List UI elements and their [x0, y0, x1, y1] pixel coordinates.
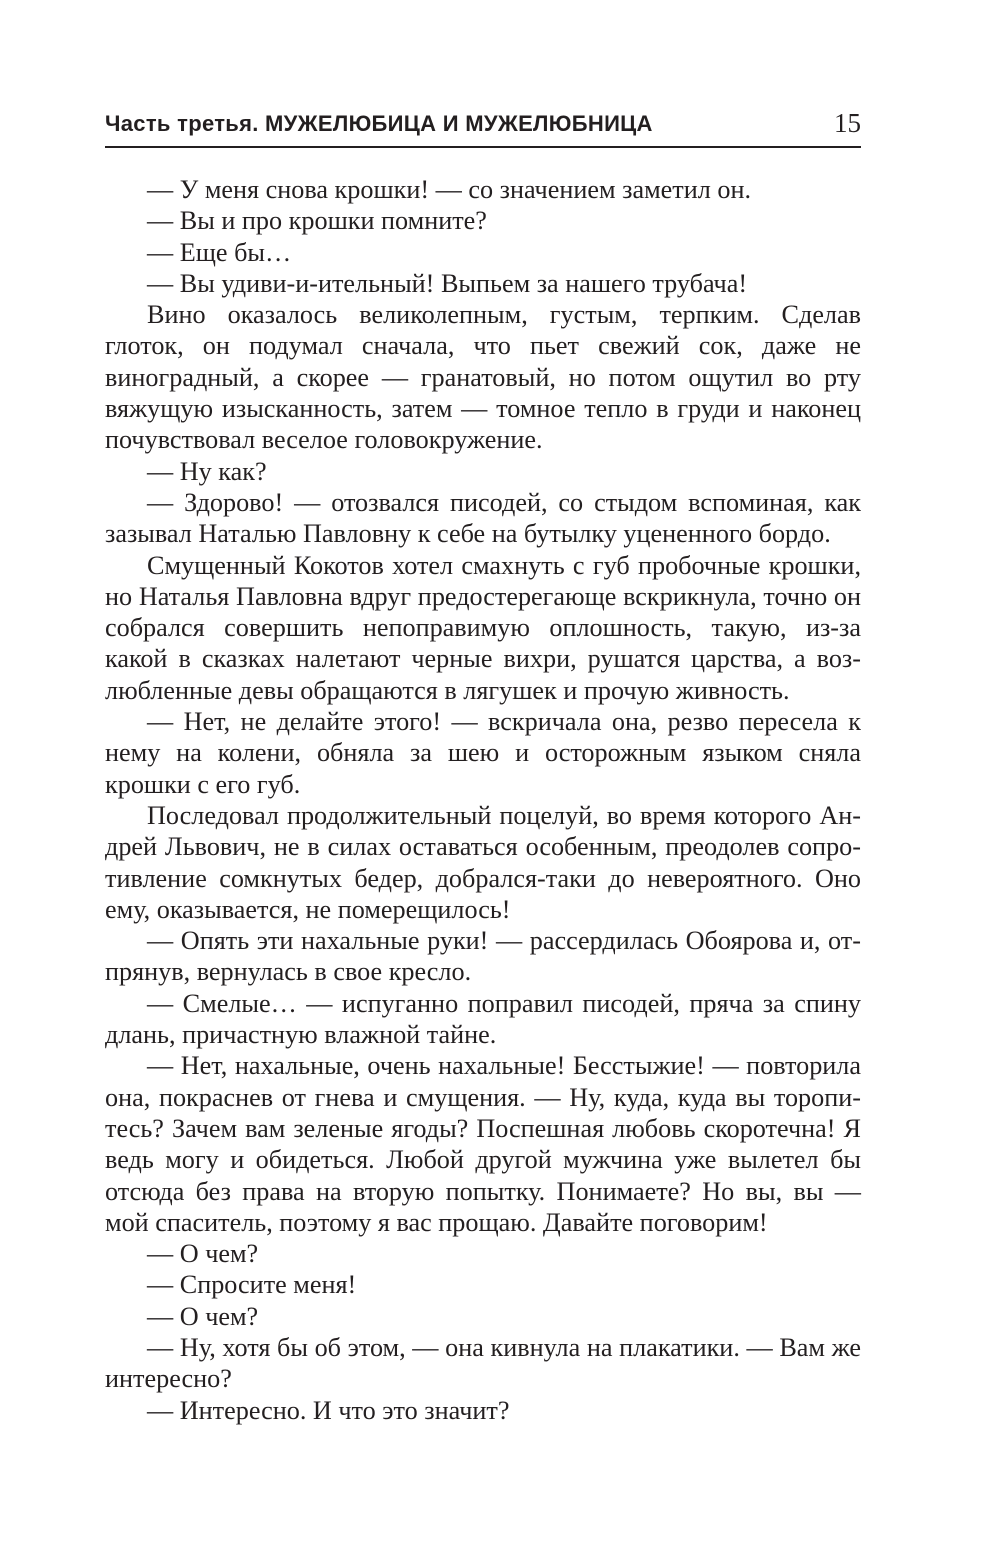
running-header: [105, 108, 861, 148]
body-text: [105, 174, 861, 1426]
paragraph: — Интересно. И что это значит?: [147, 1395, 510, 1425]
paragraph: — У меня снова крошки! — со значением заметил он.: [147, 175, 752, 204]
paragraph: — Вы удиви-и-ительный! Выпьем за нашего трубача!: [147, 268, 748, 298]
paragraph: Последовал продолжительный поцелуй, во время которого Андрей Львович, не в силах оставаться особенным, преодолев сопротивление сомкнутых бедер, добрался-таки до невероятного. Оно ему, оказывается, не померещилось!: [105, 800, 861, 924]
paragraph: — О чем?: [147, 1301, 259, 1331]
page-number: 15: [834, 108, 861, 138]
paragraph: — Здорово! — отозвался писодей, со стыдом вспоминая, как зазывал Наталью Павловну к себе на бутылку уцененного бордо.: [105, 487, 861, 549]
paragraph: — Ну как?: [147, 456, 267, 486]
paragraph: — О чем?: [147, 1239, 259, 1269]
running-head-title: Часть третья. МУЖЕЛЮБИЦА И МУЖЕЛЮБНИЦА: [105, 111, 653, 136]
paragraph: — Ну, хотя бы об этом, — она кивнула на плакатики. — Вам же интересно?: [105, 1332, 861, 1394]
paragraph: Смущенный Кокотов хотел смахнуть с губ пробочные крошки, но Наталья Павловна вдруг предостерегающе вскрикнула, точно он собрался совершить непоправимую оплошность, такую, из-за какой в сказках налетают черные вихри, рушатся царства, а возлюбленные девы обращаются в лягушек и прочую живность.: [105, 550, 861, 705]
paragraph: — Спросите меня!: [147, 1270, 357, 1300]
paragraph: — Смелые… — испуганно поправил писодей, пряча за спину длань, причастную влажной тайне.: [105, 988, 861, 1050]
paragraph: — Еще бы…: [147, 237, 292, 267]
paragraph: — Вы и про крошки помните?: [147, 206, 487, 236]
paragraph: — Нет, нахальные, очень нахальные! Бесстыжие! — повторила она, покраснев от гнева и смущения. — Ну, куда, куда вы торопитесь? Зачем вам зеленые ягоды? Поспешная любовь скоротечна! Я ведь могу и обидеться. Любой другой мужчина уже вылетел бы отсюда без права на вторую попытку. Понимаете? Но вы, вы — мой спаситель, поэтому я вас прощаю. Давайте поговорим!: [105, 1051, 861, 1237]
paragraph: Вино оказалось великолепным, густым, терпким. Сделав глоток, он подумал сначала, что пьет свежий сок, даже не виноградный, а скорее — гранатовый, но потом ощутил во рту вяжущую изысканность, затем — томное тепло в груди и наконец почувствовал веселое головокружение.: [105, 300, 861, 455]
paragraph: — Опять эти нахальные руки! — рассердилась Обоярова и, отпрянув, вернулась в свое кресло.: [105, 926, 861, 987]
paragraph: — Нет, не делайте этого! — вскричала она, резво пересела к нему на колени, обняла за шею и осторожным языком сняла крошки с его губ.: [105, 707, 861, 799]
